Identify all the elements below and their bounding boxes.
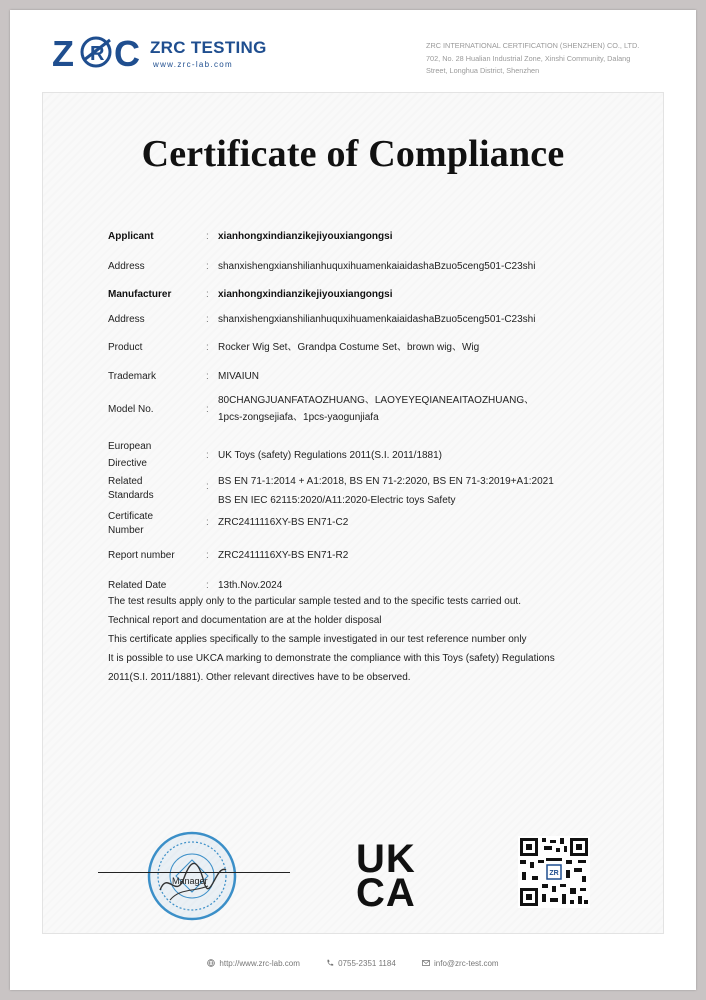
ukca-line: CA	[356, 871, 416, 915]
field-value: UK Toys (safety) Regulations 2011(S.I. 2011/1881)	[218, 450, 443, 461]
field-value-line: 80CHANGJUANFATAOZHUANG、LAOYEYEQIANEAITAOZHUANG、	[218, 395, 535, 406]
note-line: 2011(S.I. 2011/1881). Other relevant directives have to be observed.	[108, 672, 411, 683]
ukca-line: UK	[356, 837, 416, 881]
certificate-notes	[108, 592, 608, 687]
field-label: Model No.	[108, 404, 154, 415]
field-label-line: Number	[108, 525, 144, 536]
field-label-line: European	[108, 441, 152, 452]
logo-name: ZRC TESTING	[150, 38, 267, 57]
field-label	[108, 510, 188, 538]
note-line: It is possible to use UKCA marking to demonstrate the compliance with this Toys (safety) Regulations	[108, 653, 555, 664]
certificate-page	[10, 10, 696, 990]
field-colon: :	[206, 314, 209, 325]
svg-text:R: R	[90, 43, 105, 65]
company-line: Street, Longhua District, Shenzhen	[426, 66, 540, 75]
field-value: MIVAIUN	[218, 371, 259, 382]
qr-code	[518, 836, 590, 913]
globe-icon	[207, 959, 215, 967]
field-value: Rocker Wig Set、Grandpa Costume Set、brown wig、Wig	[218, 342, 480, 353]
field-value: 13th.Nov.2024	[218, 580, 283, 591]
svg-text:ZR: ZR	[549, 870, 559, 877]
field-colon: :	[206, 481, 209, 492]
logo-website: www.zrc-lab.com	[153, 60, 233, 69]
field-colon: :	[206, 550, 209, 561]
note-line: Technical report and documentation are at the holder disposal	[108, 615, 382, 626]
field-value-line: BS EN IEC 62115:2020/A11:2020-Electric toys Safety	[218, 495, 456, 506]
footer-website-text: http://www.zrc-lab.com	[219, 959, 300, 968]
field-value	[218, 472, 638, 510]
footer-phone-text: 0755-2351 1184	[338, 959, 396, 968]
qr-code-icon	[518, 836, 590, 908]
field-colon: :	[206, 450, 209, 461]
field-label: Address	[108, 261, 145, 272]
field-label-line: Standards	[108, 490, 154, 501]
mail-icon	[422, 959, 430, 967]
field-value: xianhongxindianzikejiyouxiangongsi	[218, 231, 393, 242]
field-label: Trademark	[108, 371, 156, 382]
field-colon: :	[206, 371, 209, 382]
company-line: ZRC INTERNATIONAL CERTIFICATION (SHENZHEN) CO., LTD.	[426, 41, 640, 50]
ukca-mark	[356, 837, 416, 915]
field-label	[108, 475, 188, 503]
company-address-block	[426, 40, 676, 78]
phone-icon	[326, 959, 334, 967]
field-label: Related Date	[108, 580, 167, 591]
note-line: This certificate applies specifically to the sample investigated in our test reference number only	[108, 634, 527, 645]
field-label	[108, 438, 188, 472]
footer-email[interactable]	[422, 959, 499, 968]
footer-contacts	[10, 959, 696, 968]
signature-line	[98, 872, 290, 873]
field-label-line: Certificate	[108, 511, 154, 522]
field-colon: :	[206, 580, 209, 591]
field-colon: :	[206, 261, 209, 272]
field-colon: :	[206, 231, 209, 242]
field-label: Applicant	[108, 231, 154, 242]
field-value	[218, 392, 638, 426]
field-value: shanxishengxianshilianhuquxihuamenkaiaidashaBzuo5ceng501-C23shi	[218, 261, 536, 272]
zrc-logo-icon	[52, 30, 148, 76]
company-line: 702, No. 28 Hualian Industrial Zone, Xinshi Community, Dalang	[426, 53, 631, 63]
svg-text:Z: Z	[52, 33, 73, 74]
field-value-line: 1pcs-zongsejiafa、1pcs-yaogunjiafa	[218, 412, 379, 423]
svg-text:C: C	[114, 33, 140, 74]
certificate-title: Certificate of Compliance	[141, 133, 565, 175]
manager-label: Manager	[172, 876, 208, 886]
field-colon: :	[206, 289, 209, 300]
footer-email-text: info@zrc-test.com	[434, 959, 499, 968]
note-line: The test results apply only to the particular sample tested and to the specific tests carried out.	[108, 596, 521, 607]
field-label-line: Directive	[108, 458, 147, 469]
field-value: ZRC2411116XY-BS EN71-R2	[218, 550, 349, 561]
footer-phone[interactable]	[326, 959, 398, 968]
field-value: ZRC2411116XY-BS EN71-C2	[218, 517, 349, 528]
field-colon: :	[206, 342, 209, 353]
field-label: Product	[108, 342, 143, 353]
field-value: xianhongxindianzikejiyouxiangongsi	[218, 289, 393, 300]
field-colon: :	[206, 517, 209, 528]
field-label-line: Related	[108, 476, 143, 487]
field-colon: :	[206, 404, 209, 415]
zrc-logo	[52, 30, 148, 76]
footer-website[interactable]	[207, 959, 302, 968]
field-value: shanxishengxianshilianhuquxihuamenkaiaidashaBzuo5ceng501-C23shi	[218, 314, 536, 325]
field-label: Address	[108, 314, 145, 325]
field-value-line: BS EN 71-1:2014 + A1:2018, BS EN 71-2:2020, BS EN 71-3:2019+A1:2021	[218, 476, 554, 487]
field-label: Manufacturer	[108, 289, 172, 300]
field-label: Report number	[108, 550, 175, 561]
